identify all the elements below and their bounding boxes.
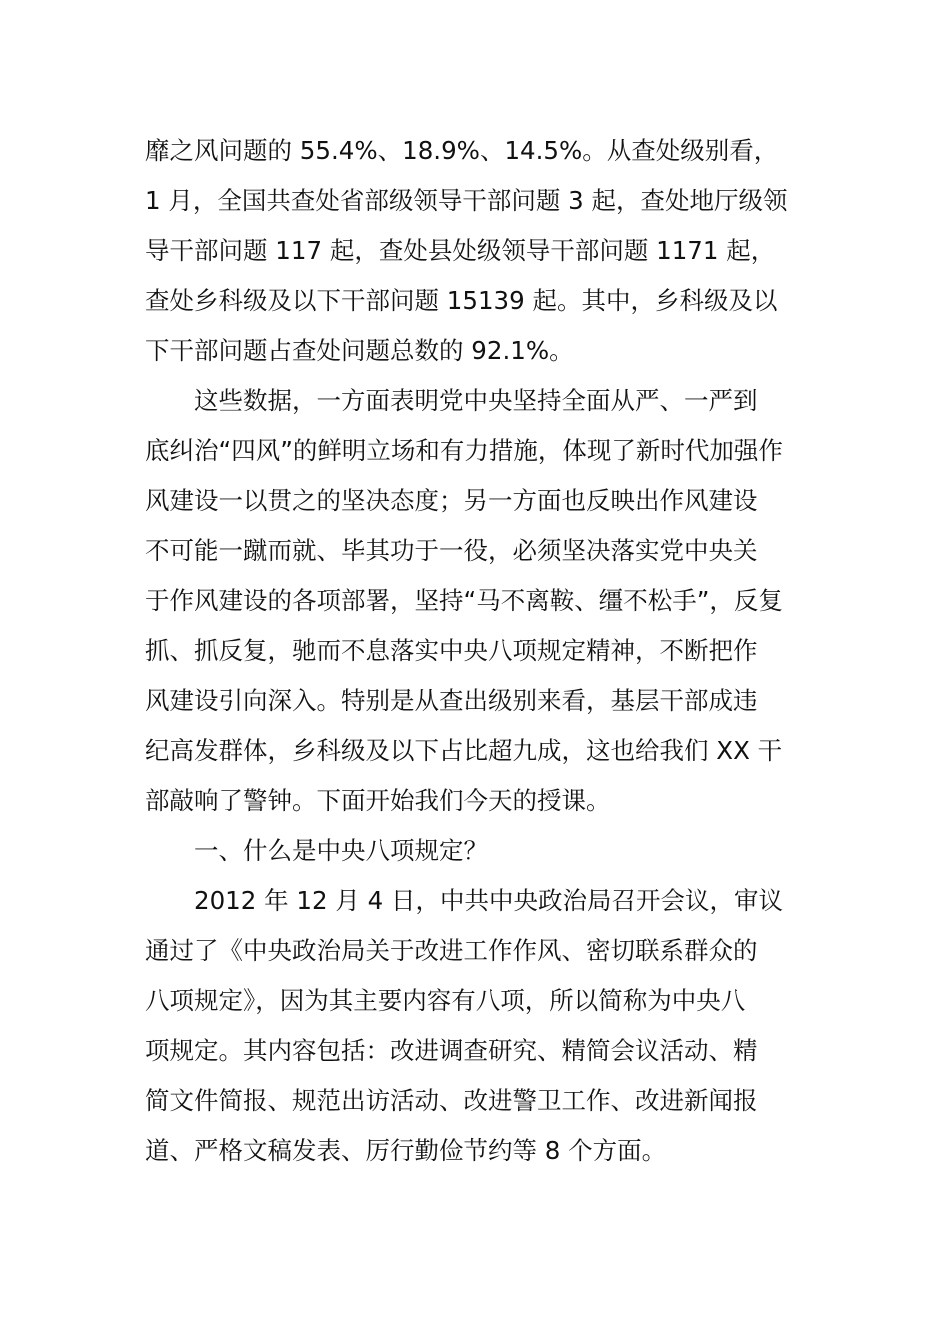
text-line: 底纠治“四风”的鲜明立场和有力措施，体现了新时代加强作 xyxy=(145,436,783,465)
text-line: 这些数据，一方面表明党中央坚持全面从严、一严到 xyxy=(194,386,758,415)
text-line: 项规定。其内容包括：改进调查研究、精简会议活动、精 xyxy=(145,1036,758,1065)
document-body xyxy=(145,126,835,1176)
text-line: 风建设引向深入。特别是从查出级别来看，基层干部成违 xyxy=(145,686,758,715)
text-line: 导干部问题 117 起，查处县处级领导干部问题 1171 起， xyxy=(145,236,776,265)
text-line: 查处乡科级及以下干部问题 15139 起。其中，乡科级及以 xyxy=(145,286,778,315)
text-line: 不可能一蹴而就、毕其功于一役，必须坚决落实党中央关 xyxy=(145,536,758,565)
text-line: 部敲响了警钟。下面开始我们今天的授课。 xyxy=(145,786,611,815)
text-line: 抓、抓反复，驰而不息落实中央八项规定精神，不断把作 xyxy=(145,636,758,665)
text-line: 1 月，全国共查处省部级领导干部问题 3 起，查处地厅级领 xyxy=(145,186,788,215)
text-line: 下干部问题占查处问题总数的 92.1%。 xyxy=(145,336,574,365)
text-line: 八项规定》，因为其主要内容有八项，所以简称为中央八 xyxy=(145,986,746,1015)
text-line: 风建设一以贯之的坚决态度；另一方面也反映出作风建设 xyxy=(145,486,758,515)
text-line: 道、严格文稿发表、厉行勤俭节约等 8 个方面。 xyxy=(145,1136,667,1165)
text-line: 于作风建设的各项部署，坚持“马不离鞍、缰不松手”，反复 xyxy=(145,586,783,615)
text-line: 通过了《中央政治局关于改进工作作风、密切联系群众的 xyxy=(145,936,758,965)
text-line: 靡之风问题的 55.4%、18.9%、14.5%。从查处级别看， xyxy=(145,136,779,165)
text-line: 简文件简报、规范出访活动、改进警卫工作、改进新闻报 xyxy=(145,1086,758,1115)
text-line: 纪高发群体，乡科级及以下占比超九成，这也给我们 XX 干 xyxy=(145,736,783,765)
text-line: 2012 年 12 月 4 日，中共中央政治局召开会议，审议 xyxy=(194,886,784,915)
text-line: 一、什么是中央八项规定？ xyxy=(194,836,488,865)
